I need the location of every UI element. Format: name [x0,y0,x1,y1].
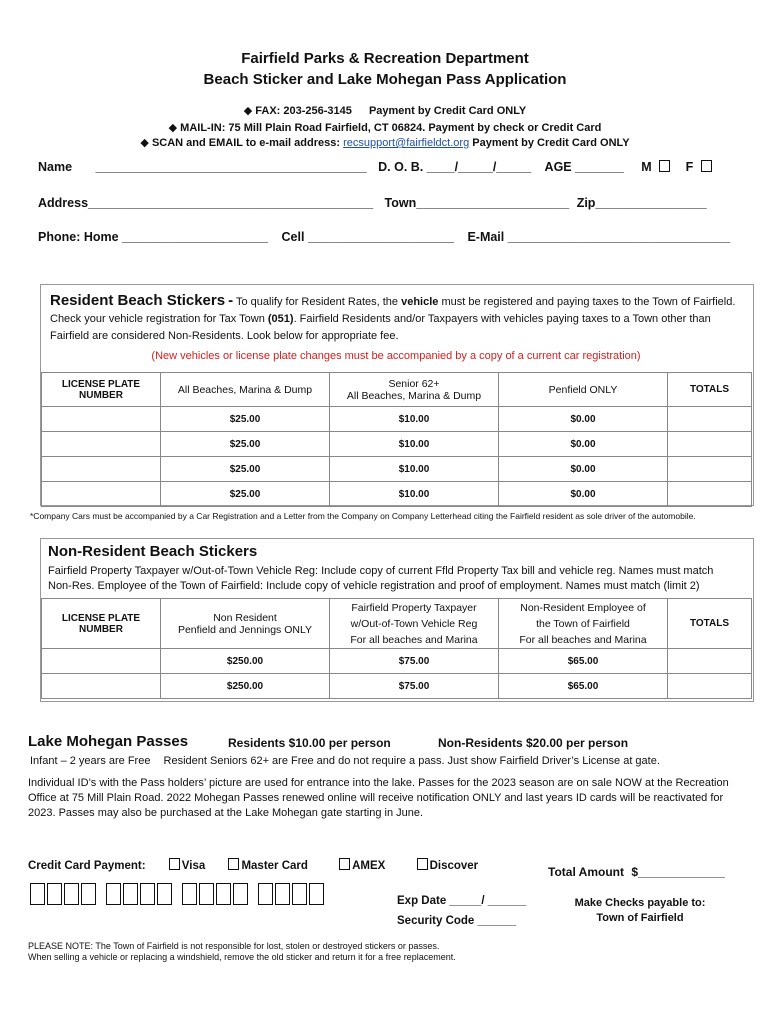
fax-payment: Payment by Credit Card ONLY [368,105,527,117]
security-label: Security Code [397,915,475,927]
col-line: Non Resident [213,611,277,624]
col-line: Non-Resident Employee of [520,601,646,614]
plate-cell[interactable] [42,407,161,432]
mohegan-heading: Lake Mohegan Passes [28,733,189,750]
senior-line: All Beaches, Marina & Dump [346,389,482,402]
footer-note-2: When selling a vehicle or replacing a windshield, remove the old sticker and return it for a free replacement. [28,952,456,962]
mohegan-free-line [30,753,660,770]
col-all-beaches: All Beaches, Marina & Dump [161,373,330,407]
fax-line [0,104,770,117]
age-label: AGE [544,160,572,174]
phone-label: Phone: Home [38,230,119,244]
mohegan-nonresident-price: Non-Residents $20.00 per person [438,736,629,750]
scan-payment: Payment by Credit Card ONLY [472,137,630,149]
table-row [42,482,752,507]
col-line: For all beaches and Marina [519,633,647,646]
plate-cell[interactable] [42,482,161,507]
mohegan-resident-price: Residents $10.00 per person [228,736,391,750]
company-car-note: *Company Cars must be accompanied by a Car Registration and a Letter from the Company on Company Letterhead citing the Fairfield resident as sole driver of the automobile. [30,511,696,521]
plate-cell[interactable] [42,649,161,674]
town-label: Town [384,196,417,210]
mail-line [0,121,770,134]
form-title-department: Fairfield Parks & Recreation Department [241,50,529,67]
phone-input[interactable]: _____________________ [122,230,269,244]
price-cell: $250.00 [161,674,330,699]
table-row [42,649,752,674]
col-property-taxpayer [330,599,499,649]
town-input[interactable]: ______________________ [416,196,570,210]
male-label: M [641,160,652,174]
col-license-plate: LICENSE PLATE NUMBER [42,373,161,407]
price-cell: $0.00 [499,432,668,457]
card-number-boxes[interactable] [30,883,334,910]
address-input[interactable]: _________________________________________ [88,196,374,210]
mail-label: MAIL-IN: 75 Mill Plain Road Fairfield, CT 06824. [180,122,426,134]
price-cell: $65.00 [499,649,668,674]
nonresident-heading: Non-Resident Beach Stickers [48,543,258,560]
scan-line [0,136,770,149]
age-input[interactable]: _______ [575,160,624,174]
zip-label: Zip [576,196,596,210]
total-amount [548,865,725,879]
zip-input[interactable]: ________________ [595,196,707,210]
name-label: Name [38,160,73,174]
price-cell: $10.00 [330,407,499,432]
resident-description [50,292,745,345]
price-cell: $10.00 [330,482,499,507]
payee: Town of Fairfield [596,912,684,924]
registration-note: (New vehicles or license plate changes must be accompanied by a copy of a current car registration) [151,350,641,362]
table-row [42,674,752,699]
exp-label: Exp Date [397,895,447,907]
address-row [38,196,707,210]
col-line: For all beaches and Marina [350,633,478,646]
infant-note: Infant – 2 years are Free [30,755,151,767]
form-title-application: Beach Sticker and Lake Mohegan Pass Application [203,71,567,88]
col-line: Fairfield Property Taxpayer [351,601,477,614]
price-cell: $0.00 [499,482,668,507]
total-cell[interactable] [668,482,752,507]
price-cell: $0.00 [499,457,668,482]
footer-note-1: PLEASE NOTE: The Town of Fairfield is not responsible for lost, stolen or destroyed stickers or passes. [28,941,440,951]
col-employee [499,599,668,649]
price-cell: $250.00 [161,649,330,674]
col-totals: TOTALS [668,373,752,407]
checks-payable [560,896,720,926]
mohegan-paragraph: Individual ID’s with the Pass holders’ picture are used for entrance into the lake. Passes for the 2023 season are on sale NOW at the Recreation Office at 75 Mill Plain Road. 2022 Mohegan Passes renewed online will receive notification ONLY and last years ID cards will be reactivated for 2023. Passes may also be purchased at the Lake Mohegan gate starting in June. [28,777,729,819]
col-totals: TOTALS [668,599,752,649]
heading-dash: - [228,292,234,309]
col-senior [330,373,499,407]
nonresident-fee-table [41,598,752,699]
cell-label: Cell [281,230,305,244]
table-row [42,432,752,457]
address-label: Address [38,196,89,210]
price-cell: $0.00 [499,407,668,432]
bullet-icon: ◆ [168,122,178,134]
security-code-row [397,915,516,927]
resident-heading: Resident Beach Stickers [50,292,226,309]
plate-cell[interactable] [42,457,161,482]
exp-date-row [397,895,526,907]
cell-input[interactable]: _____________________ [307,230,454,244]
price-cell: $75.00 [330,649,499,674]
seniors-note: Resident Seniors 62+ are Free and do not require a pass. Just show Fairfield Driver’s License at gate. [163,755,660,767]
col-line: the Town of Fairfield [536,617,630,630]
total-cell[interactable] [668,432,752,457]
name-row [38,160,714,174]
discover-checkbox[interactable] [417,858,428,870]
scan-label: SCAN and EMAIL to e-mail address: [151,137,341,149]
email-label: E-Mail [467,230,505,244]
visa-label: Visa [181,860,206,872]
dob-label: D. O. B. [378,160,424,174]
security-input[interactable]: ______ [477,915,516,927]
total-cell[interactable] [668,649,752,674]
table-row [42,457,752,482]
price-cell: $75.00 [330,674,499,699]
female-label: F [685,160,694,174]
name-input[interactable]: _______________________________________ [95,160,367,174]
col-license-plate: LICENSE PLATE NUMBER [42,599,161,649]
col-line: w/Out-of-Town Vehicle Reg [350,617,478,630]
email-link[interactable]: recsupport@fairfieldct.org [343,137,470,149]
email-input[interactable]: ________________________________ [507,230,731,244]
total-input[interactable]: $_____________ [631,865,725,879]
price-cell: $10.00 [330,432,499,457]
female-checkbox[interactable] [701,160,712,172]
exp-input[interactable]: _____/ ______ [449,895,527,907]
total-cell[interactable] [668,457,752,482]
col-line: Penfield and Jennings ONLY [177,623,313,636]
price-cell: $65.00 [499,674,668,699]
price-cell: $25.00 [161,432,330,457]
credit-card-row [28,858,478,872]
cc-label: Credit Card Payment: [28,860,146,872]
amex-label: AMEX [352,860,386,872]
visa-checkbox[interactable] [169,858,180,870]
dob-input[interactable]: ____/_____/_____ [426,160,532,174]
mail-payment: Payment by check or Credit Card [428,122,602,134]
total-cell[interactable] [668,674,752,699]
bullet-icon: ◆ [140,137,149,149]
amex-checkbox[interactable] [339,858,350,870]
discover-label: Discover [429,860,479,872]
tax-town-code: (051) [267,313,294,325]
price-cell: $25.00 [161,457,330,482]
total-cell[interactable] [668,407,752,432]
male-checkbox[interactable] [659,160,670,172]
table-row [42,407,752,432]
nonresident-line-1: Fairfield Property Taxpayer w/Out-of-Town Vehicle Reg: Include copy of current Ffld Property Tax bill and vehicle reg. Names must match [48,565,714,577]
checks-line: Make Checks payable to: [574,897,706,909]
phone-row [38,230,730,244]
resident-text: must be registered and paying taxes to the Town of Fairfield. Check your vehicle registration for Tax Town [50,296,736,325]
bullet-icon: ◆ [243,105,253,117]
plate-cell[interactable] [42,432,161,457]
price-cell: $10.00 [330,457,499,482]
price-cell: $25.00 [161,407,330,432]
senior-line: Senior 62+ [388,377,440,390]
col-non-resident [161,599,330,649]
resident-text-bold: vehicle [401,296,439,308]
price-cell: $25.00 [161,482,330,507]
plate-cell[interactable] [42,674,161,699]
resident-text: . Fairfield Residents and/or Taxpayers with vehicles paying taxes to a Town other than Fairfield are considered Non-Residents. Look below for appropriate fee. [50,313,711,342]
mastercard-checkbox[interactable] [228,858,239,870]
mastercard-label: Master Card [241,860,308,872]
nonresident-line-2: Non-Res. Employee of the Town of Fairfield: Include copy of vehicle registration and proof of employment. Names must match (limit 2) [48,580,700,592]
fax-label: FAX: 203-256-3145 [255,105,352,117]
resident-fee-table [41,372,752,507]
col-penfield: Penfield ONLY [499,373,668,407]
total-label: Total Amount [548,865,624,879]
resident-text: To qualify for Resident Rates, the [236,296,399,308]
